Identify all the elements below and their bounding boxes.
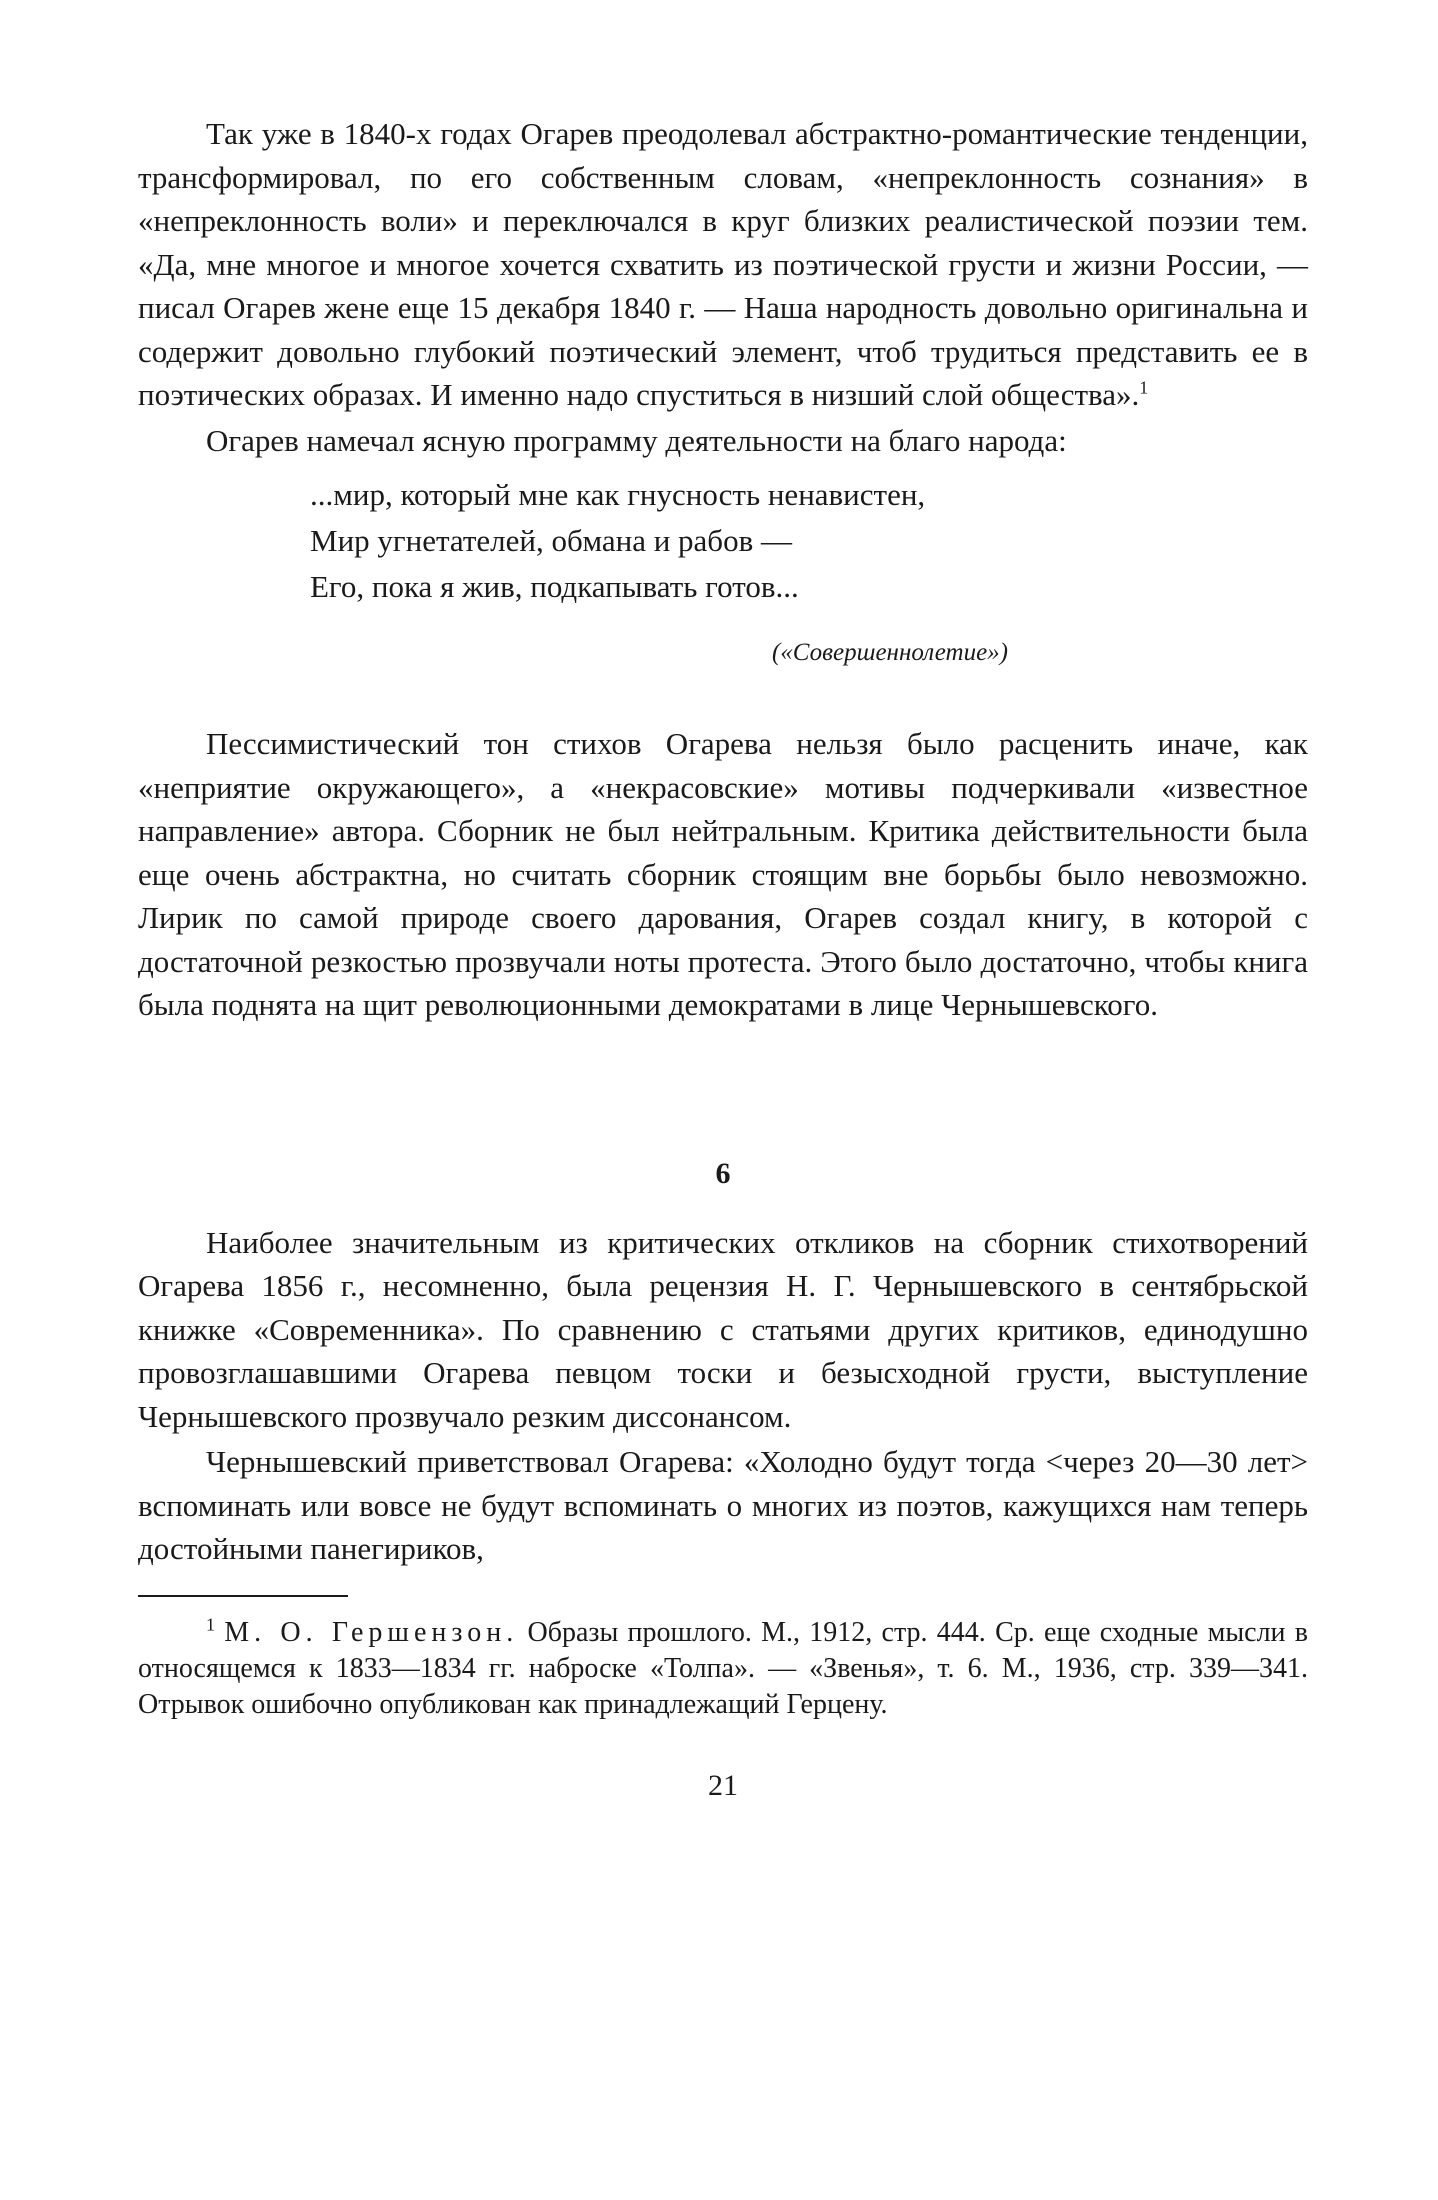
verse-line: Его, пока я жив, подкапывать готов...: [310, 569, 799, 604]
footnote-divider: [138, 1595, 348, 1597]
book-page: [138, 112, 1308, 1803]
verse-line: Мир угнетателей, обмана и рабов —: [310, 523, 792, 558]
paragraph-ogarev-1840s: Так уже в 1840-х годах Огарев преодолевал абстрактно-романтические тенденции, трансформировал, по его собственным словам, «непреклонность сознания» в «непреклонность воли» и переключался в круг близких реалистической поэзии тем. «Да, мне многое и многое хочется схватить из поэтической грусти и жизни России, — писал Огарев жене еще 15 декабря 1840 г. — Наша народность довольно оригинальна и содержит довольно глубокий поэтический элемент, чтоб трудиться представить ее в поэтических образах. И именно надо спуститься в низший слой общества».$^1$: [138, 116, 1308, 412]
footnote-marker: 1: [206, 1614, 215, 1635]
paragraph-program: Огарев намечал ясную программу деятельности на благо народа:: [206, 422, 1067, 458]
footnote: [138, 1615, 1308, 1723]
section-number: 6: [715, 1156, 731, 1190]
verse-quote: [310, 472, 1308, 610]
footnote-author: М. О. Гершензон.: [224, 1616, 519, 1648]
footnote-text: Образы прошлого. М., 1912, стр. 444. Ср. еще сходные мысли в относящемся к 1833—1834 гг. наброске «Толпа». — «Звенья», т. 6. М., 1936, стр. 339—341. Отрывок ошибочно опубликован как принадлежащий Герцену.: [138, 1616, 1309, 1720]
verse-source: («Совершеннолетие»): [771, 639, 1008, 666]
paragraph-critical-responses: Наиболее значительным из критических откликов на сборник стихотворений Огарева 1856 г., несомненно, была рецензия Н. Г. Чернышевского в сентябрьской книжке «Современника». По сравнению с статьями других критиков, единодушно провозглашавшими Огарева певцом тоски и безысходной грусти, выступление Чернышевского прозвучало резким диссонансом.: [138, 1224, 1308, 1434]
footnote-ref: 1: [1139, 377, 1149, 398]
paragraph-chernyshevsky: Чернышевский приветствовал Огарева: «Холодно будут тогда <через 20—30 лет> вспоминать или вовсе не будут вспоминать о многих из поэтов, кажущихся нам теперь достойными панегириков,: [138, 1444, 1308, 1566]
paragraph-pessimistic-tone: Пессимистический тон стихов Огарева нельзя было расценить иначе, как «неприятие окружающего», а «некрасовские» мотивы подчеркивали «известное направление» автора. Сборник не был нейтральным. Критика действительности была еще очень абстрактна, но считать сборник стоящим вне борьбы было невозможно. Лирик по самой природе своего дарования, Огарев создал книгу, в которой с достаточной резкостью прозвучали ноты протеста. Этого было достаточно, чтобы книга была поднята на щит революционными демократами в лице Чернышевского.: [138, 726, 1308, 1022]
verse-line: ...мир, который мне как гнусность ненавистен,: [310, 477, 926, 512]
page-number: 21: [708, 1768, 738, 1802]
